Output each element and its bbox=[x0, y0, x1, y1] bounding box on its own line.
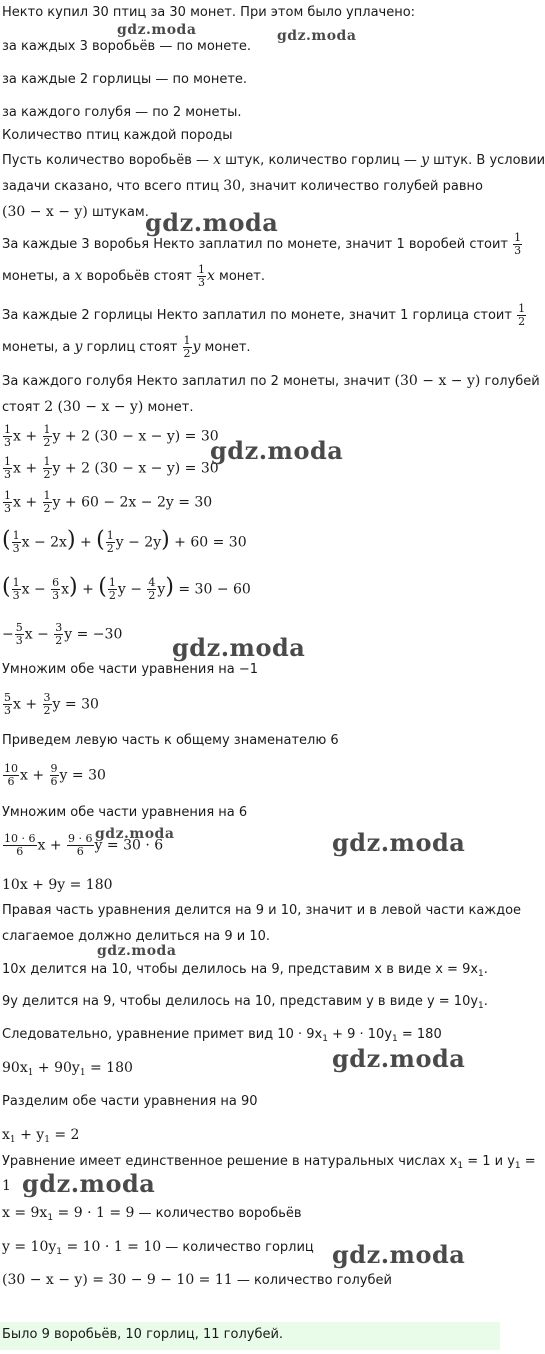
watermark: gdz.moda bbox=[97, 943, 177, 959]
answer-box bbox=[0, 1322, 500, 1350]
watermark: gdz.moda bbox=[117, 22, 197, 38]
substitution-x: 10x делится на 10, чтобы делилось на 9, представим x в виде $x = 9x_1$. bbox=[2, 962, 488, 979]
step-divide-ninety: Разделим обе части уравнения на 90 bbox=[2, 1094, 258, 1109]
equation-10: 10x + 9y = 180 bbox=[2, 877, 113, 893]
equation-8: $\frac{10}{6}$ x + $\frac{9}{6}$ y = 30 bbox=[4, 762, 106, 788]
divisibility-line-2: слагаемое должно делиться на 9 и 10. bbox=[2, 929, 270, 944]
substitution-y: 9y делится на 9, чтобы делилось на 10, представим y в виде $y = 10y_1$. bbox=[2, 994, 488, 1011]
fraction: $\frac{1}{3}$ bbox=[198, 263, 205, 289]
sparrow-cost-line-2: монеты, а x воробьёв стоят $\frac{1}{3}$ x монет. bbox=[2, 263, 266, 289]
sparrow-count-line: $x = 9x_1 = 9 \cdot 1 = 9$ — количество воробьёв bbox=[2, 1205, 302, 1223]
watermark: gdz.moda bbox=[332, 1044, 466, 1073]
watermark: gdz.moda bbox=[332, 1240, 466, 1269]
equation-4: ( $\frac{1}{3}$ x − 2x) + ( $\frac{1}{2}$ y − 2y) + 60 = 30 bbox=[2, 527, 247, 555]
watermark: gdz.moda bbox=[22, 1169, 156, 1198]
equation-11: $90x_1 + 90y_1 = 180$ bbox=[2, 1060, 133, 1078]
watermark: gdz.moda bbox=[332, 828, 466, 857]
unique-solution-line: Уравнение имеет единственное решение в натуральных числах $x_1 = 1$ и $y_1$ = bbox=[2, 1154, 536, 1171]
equation-12: $x_1 + y_1 = 2$ bbox=[2, 1127, 80, 1145]
dove-count-line: $y = 10y_1 = 10 \cdot 1 = 10$ — количество горлиц bbox=[2, 1239, 314, 1257]
task-question: Количество птиц каждой породы bbox=[2, 128, 233, 143]
equation-1: $\frac{1}{3}$ x + $\frac{1}{2}$ y + 2 (30 − x − y) = 30 bbox=[4, 423, 219, 449]
step-multiply-six: Умножим обе части уравнения на 6 bbox=[2, 805, 248, 820]
condition-doves: за каждые 2 горлицы — по монете. bbox=[2, 72, 248, 87]
pigeon-cost-line-1: За каждого голубя Некто заплатил по 2 монеты, значит (30 − x − y) голубей bbox=[2, 373, 540, 389]
fraction: $\frac{1}{2}$ bbox=[183, 334, 191, 360]
watermark: gdz.moda bbox=[145, 208, 279, 237]
equation-9: $\frac{10 \cdot 6}{6}$ x + $\frac{9 \cdot 6}{6}$ y = 30 · 6 bbox=[4, 832, 164, 858]
unique-solution-value: 1 bbox=[2, 1178, 11, 1194]
equation-2: $\frac{1}{3}$ x + $\frac{1}{2}$ y + 2 (30 − x − y) = 30 bbox=[4, 455, 219, 481]
fraction: $\frac{1}{2}$ bbox=[518, 302, 526, 328]
divisibility-line-1: Правая часть уравнения делится на 9 и 10, значит и в левой части каждое bbox=[2, 903, 522, 918]
equation-5: ( $\frac{1}{3}$ x − $\frac{6}{3}$ x) + ( $\frac{1}{2}$ y − $\frac{4}{2}$ y) = 30 − 60 bbox=[2, 574, 251, 602]
let-line-3: (30 − x − y) штукам. bbox=[2, 204, 149, 220]
watermark: gdz.moda bbox=[172, 633, 306, 662]
problem-statement: Некто купил 30 птиц за 30 монет. При этом было уплачено: bbox=[2, 5, 416, 20]
pigeon-count-line: (30 − x − y) = 30 − 9 − 10 = 11 — количество голубей bbox=[2, 1272, 392, 1288]
pigeon-cost-line-2: стоят 2 (30 − x − y) монет. bbox=[2, 399, 194, 415]
watermark: gdz.moda bbox=[95, 826, 175, 842]
dove-cost-line-2: монеты, а y горлиц стоят $\frac{1}{2}$ y монет. bbox=[2, 334, 251, 360]
watermark: gdz.moda bbox=[210, 436, 344, 465]
let-line-1: Пусть количество воробьёв — x штук, количество горлиц — y штук. В условии bbox=[2, 152, 545, 168]
step-multiply-minus-one: Умножим обе части уравнения на −1 bbox=[2, 662, 259, 677]
equation-6: − $\frac{5}{3}$ x − $\frac{3}{2}$ y = −30 bbox=[2, 621, 123, 647]
equation-7: $\frac{5}{3}$ x + $\frac{3}{2}$ y = 30 bbox=[4, 691, 99, 717]
watermark: gdz.moda bbox=[277, 28, 357, 44]
answer-text: Было 9 воробьёв, 10 горлиц, 11 голубей. bbox=[2, 1327, 284, 1342]
sparrow-cost-line-1: За каждые 3 воробья Некто заплатил по монете, значит 1 воробей стоит $\frac{1}{3}$ bbox=[2, 231, 522, 257]
fraction: $\frac{1}{3}$ bbox=[514, 231, 522, 257]
result-equation-line: Следовательно, уравнение примет вид $10 \cdot 9x_1 + 9 \cdot 10y_1 = 180$ bbox=[2, 1027, 442, 1044]
step-common-denominator: Приведем левую часть к общему знаменателю 6 bbox=[2, 733, 339, 748]
condition-sparrows: за каждых 3 воробьёв — по монете. bbox=[2, 39, 251, 54]
dove-cost-line-1: За каждые 2 горлицы Некто заплатил по монете, значит 1 горлица стоит $\frac{1}{2}$ bbox=[2, 302, 526, 328]
condition-pigeons: за каждого голубя — по 2 монеты. bbox=[2, 105, 242, 120]
let-line-2: задачи сказано, что всего птиц 30, значит количество голубей равно bbox=[2, 178, 483, 194]
equation-3: $\frac{1}{3}$ x + $\frac{1}{2}$ y + 60 − 2x − 2y = 30 bbox=[4, 489, 213, 515]
